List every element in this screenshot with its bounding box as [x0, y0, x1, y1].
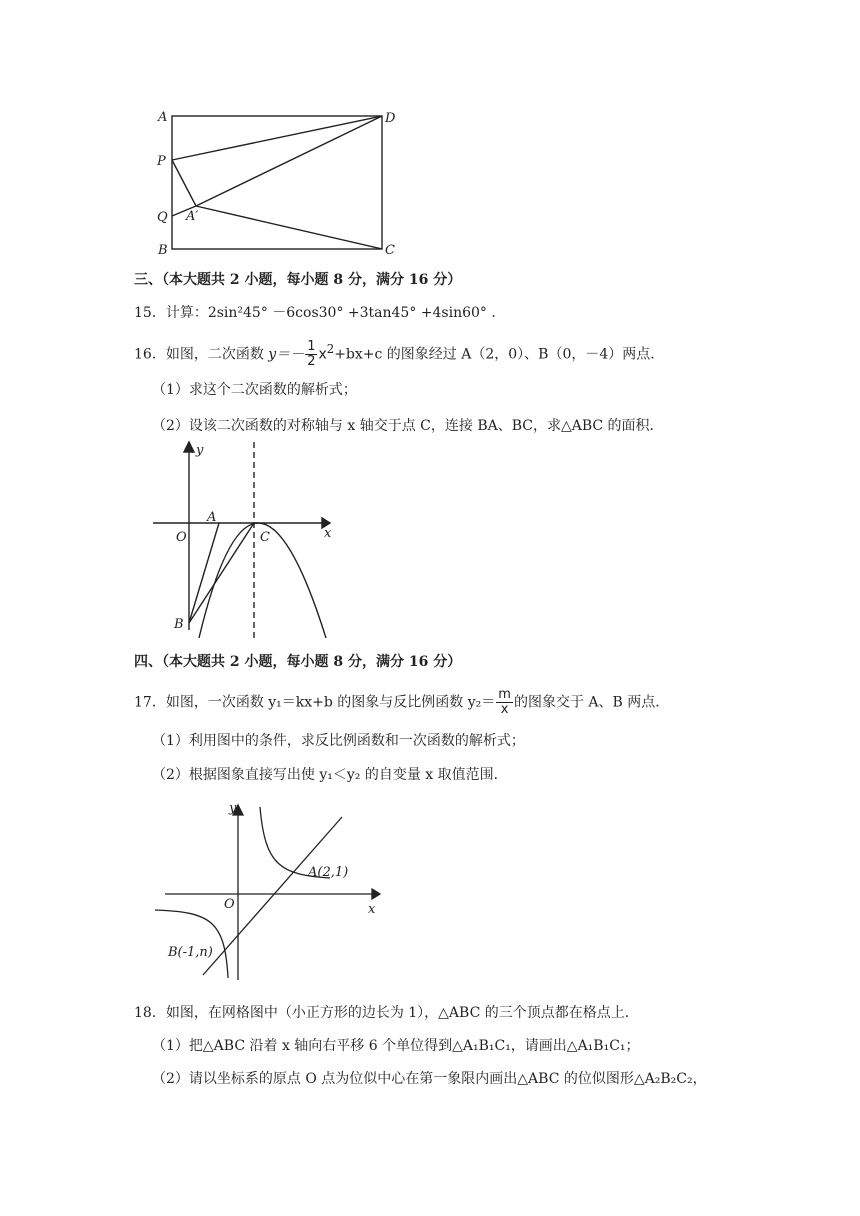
q17-part2: （2）根据图象直接写出使 y₁＜y₂ 的自变量 x 取值范围．	[152, 767, 508, 783]
q17-part1: （1）利用图中的条件，求反比例函数和一次函数的解析式；	[152, 733, 525, 749]
segment-bc	[189, 523, 254, 623]
label-b: B	[158, 243, 168, 258]
label-q: Q	[157, 210, 168, 225]
label-o: O	[176, 530, 187, 545]
question-16	[134, 339, 664, 369]
segment-a-prime-c	[196, 206, 382, 249]
section4-heading: 四、（本大题共 2 小题，每小题 8 分，满分 16 分）	[134, 654, 462, 670]
segment-pa-prime	[172, 160, 196, 206]
linear-function-line	[203, 817, 342, 975]
q16-x: x	[318, 346, 327, 363]
hyperbola-branch-3	[155, 910, 228, 978]
label-x: x	[324, 526, 332, 541]
y-axis-arrow	[184, 442, 194, 452]
q18-part1: （1）把△ABC 沿着 x 轴向右平移 6 个单位得到△A₁B₁C₁，请画出△A₁B₁C₁；	[152, 1038, 640, 1054]
figure-hyperbola	[150, 795, 390, 985]
q16-exp: 2	[326, 342, 335, 356]
label-a-prime: A′	[186, 209, 199, 224]
label-y: y	[196, 443, 204, 458]
label-a: A(2,1)	[308, 865, 349, 880]
section3-heading: 三、（本大题共 2 小题，每小题 8 分，满分 16 分）	[134, 272, 462, 288]
q16-part1: （1）求这个二次函数的解析式；	[152, 382, 357, 398]
q16-part2: （2）设该二次函数的对称轴与 x 轴交于点 C，连接 BA、BC，求△ABC 的面积．	[152, 418, 664, 434]
segment-ba	[189, 523, 219, 623]
label-b: B	[174, 617, 184, 632]
question-18: 18．如图，在网格图中（小正方形的边长为 1），△ABC 的三个顶点都在格点上．	[134, 1005, 639, 1021]
q16-frac-den: 2	[307, 354, 316, 370]
q17-frac-den: x	[500, 702, 509, 717]
label-o: O	[224, 897, 235, 912]
q17-pre: 17．如图，一次函数 y₁＝kx+b 的图象与反比例函数 y₂＝	[134, 694, 496, 711]
label-a: A	[207, 510, 217, 525]
q17-fraction	[496, 688, 513, 717]
q16-frac-num: 1	[307, 339, 316, 355]
figure-rectangle	[150, 100, 410, 260]
rectangle-abcd	[172, 116, 382, 249]
label-c: C	[260, 530, 270, 545]
segment-pd	[172, 116, 382, 160]
question-17	[134, 688, 669, 717]
question-15: 15．计算：2sin²45° －6cos30° +3tan45° +4sin60° ．	[134, 305, 506, 321]
label-a: A	[158, 110, 168, 125]
q16-tail: +bx+c 的图象经过 A（2，0）、B（0，－4）两点．	[334, 346, 665, 363]
q16-pre: 16．如图，二次函数	[134, 346, 269, 363]
label-y: y	[229, 801, 237, 816]
label-c: C	[385, 243, 395, 258]
segment-a-prime-d	[196, 116, 382, 206]
x-axis-arrow	[372, 889, 380, 899]
q16-fraction	[305, 340, 317, 369]
label-d: D	[385, 111, 396, 126]
q17-tail: 的图象交于 A、B 两点．	[513, 694, 670, 711]
label-x: x	[368, 902, 376, 917]
q18-part2: （2）请以坐标系的原点 O 点为位似中心在第一象限内画出△ABC 的位似图形△A₂B₂C₂，	[152, 1071, 707, 1087]
q16-y-eq: y＝－	[268, 346, 305, 363]
figure-parabola	[150, 440, 350, 645]
q17-frac-num: m	[498, 687, 511, 702]
label-p: P	[157, 154, 166, 169]
label-b: B(-1,n)	[168, 945, 213, 960]
